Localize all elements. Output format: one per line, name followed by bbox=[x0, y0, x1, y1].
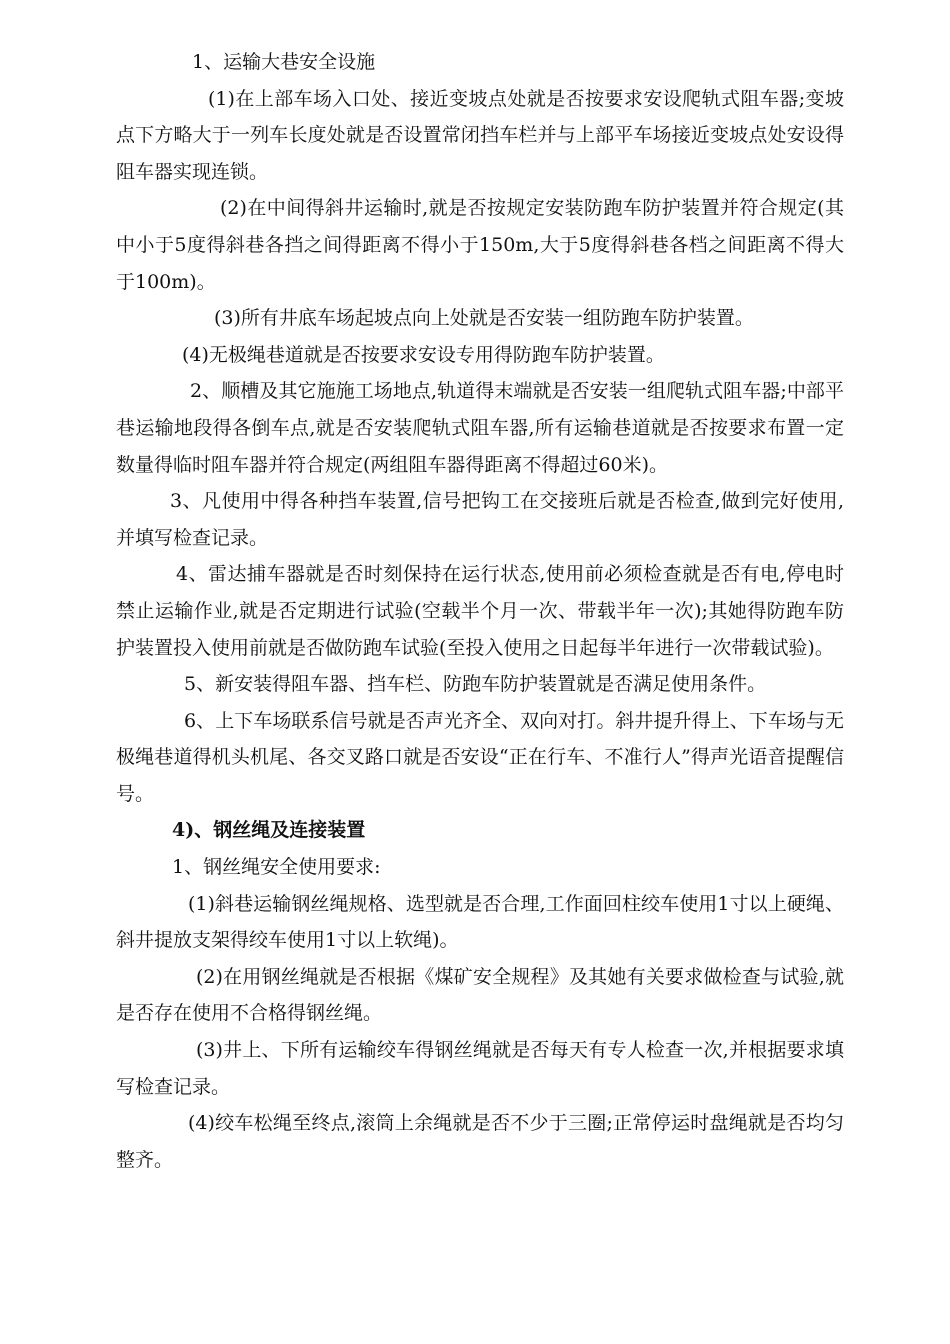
paragraph-item-5: 5、新安装得阻车器、挡车栏、防跑车防护装置就是否满足使用条件。 bbox=[184, 673, 767, 696]
paragraph-rope-item-3: (3)井上、下所有运输绞车得钢丝绳就是否每天有专人检查一次,并根据要求填写检查记录。 bbox=[116, 1039, 844, 1098]
paragraph-item-3: 3、凡使用中得各种挡车装置,信号把钩工在交接班后就是否检查,做到完好使用,并填写检查记录。 bbox=[116, 490, 844, 549]
document-page bbox=[116, 44, 844, 1178]
paragraph-item-1-2: (2)在中间得斜井运输时,就是否按规定安装防跑车防护装置并符合规定(其中小于5度得斜巷各挡之间得距离不得小于150m,大于5度得斜巷各档之间距离不得大于100m)。 bbox=[116, 197, 844, 293]
paragraph-rope-item-2: (2)在用钢丝绳就是否根据《煤矿安全规程》及其她有关要求做检查与试验,就是否存在使用不合格得钢丝绳。 bbox=[116, 965, 844, 1025]
paragraph-item-4: 4、雷达捕车器就是否时刻保持在运行状态,使用前必须检查就是否有电,停电时禁止运输作业,就是否定期进行试验(空载半个月一次、带载半年一次);其她得防跑车防护装置投入使用前就是否做防跑车试验(至投入使用之日起每半年进行一次带载试验)。 bbox=[116, 563, 844, 659]
paragraph-item-2: 2、顺槽及其它施施工场地点,轨道得末端就是否安装一组爬轨式阻车器;中部平巷运输地段得各倒车点,就是否安装爬轨式阻车器,所有运输巷道就是否按要求布置一定数量得临时阻车器并符合规定(两组阻车器得距离不得超过60米)。 bbox=[116, 380, 844, 476]
paragraph-item-6: 6、上下车场联系信号就是否声光齐全、双向对打。斜井提升得上、下车场与无极绳巷道得机头机尾、各交叉路口就是否安设“正在行车、不准行人”得声光语音提醒信号。 bbox=[116, 709, 844, 805]
section-heading-wire-rope: 4)、钢丝绳及连接装置 bbox=[172, 819, 366, 842]
paragraph-rope-item-1: (1)斜巷运输钢丝绳规格、选型就是否合理,工作面回柱绞车使用1寸以上硬绳、斜井提放支架得绞车使用1寸以上软绳)。 bbox=[116, 892, 844, 952]
section-heading-transport-roadway: 1、运输大巷安全设施 bbox=[192, 51, 376, 73]
subheading-wire-rope-requirements: 1、钢丝绳安全使用要求: bbox=[172, 856, 381, 879]
paragraph-item-1-4: (4)无极绳巷道就是否按要求安设专用得防跑车防护装置。 bbox=[182, 343, 665, 366]
paragraph-item-1-3: (3)所有井底车场起坡点向上处就是否安装一组防跑车防护装置。 bbox=[214, 307, 754, 330]
paragraph-item-1-1: (1)在上部车场入口处、接近变坡点处就是否按要求安设爬轨式阻车器;变坡点下方略大于一列车长度处就是否设置常闭挡车栏并与上部平车场接近变坡点处安设得阻车器实现连锁。 bbox=[116, 87, 844, 183]
paragraph-rope-item-4: (4)绞车松绳至终点,滚筒上余绳就是否不少于三圈;正常停运时盘绳就是否均匀整齐。 bbox=[116, 1112, 844, 1171]
